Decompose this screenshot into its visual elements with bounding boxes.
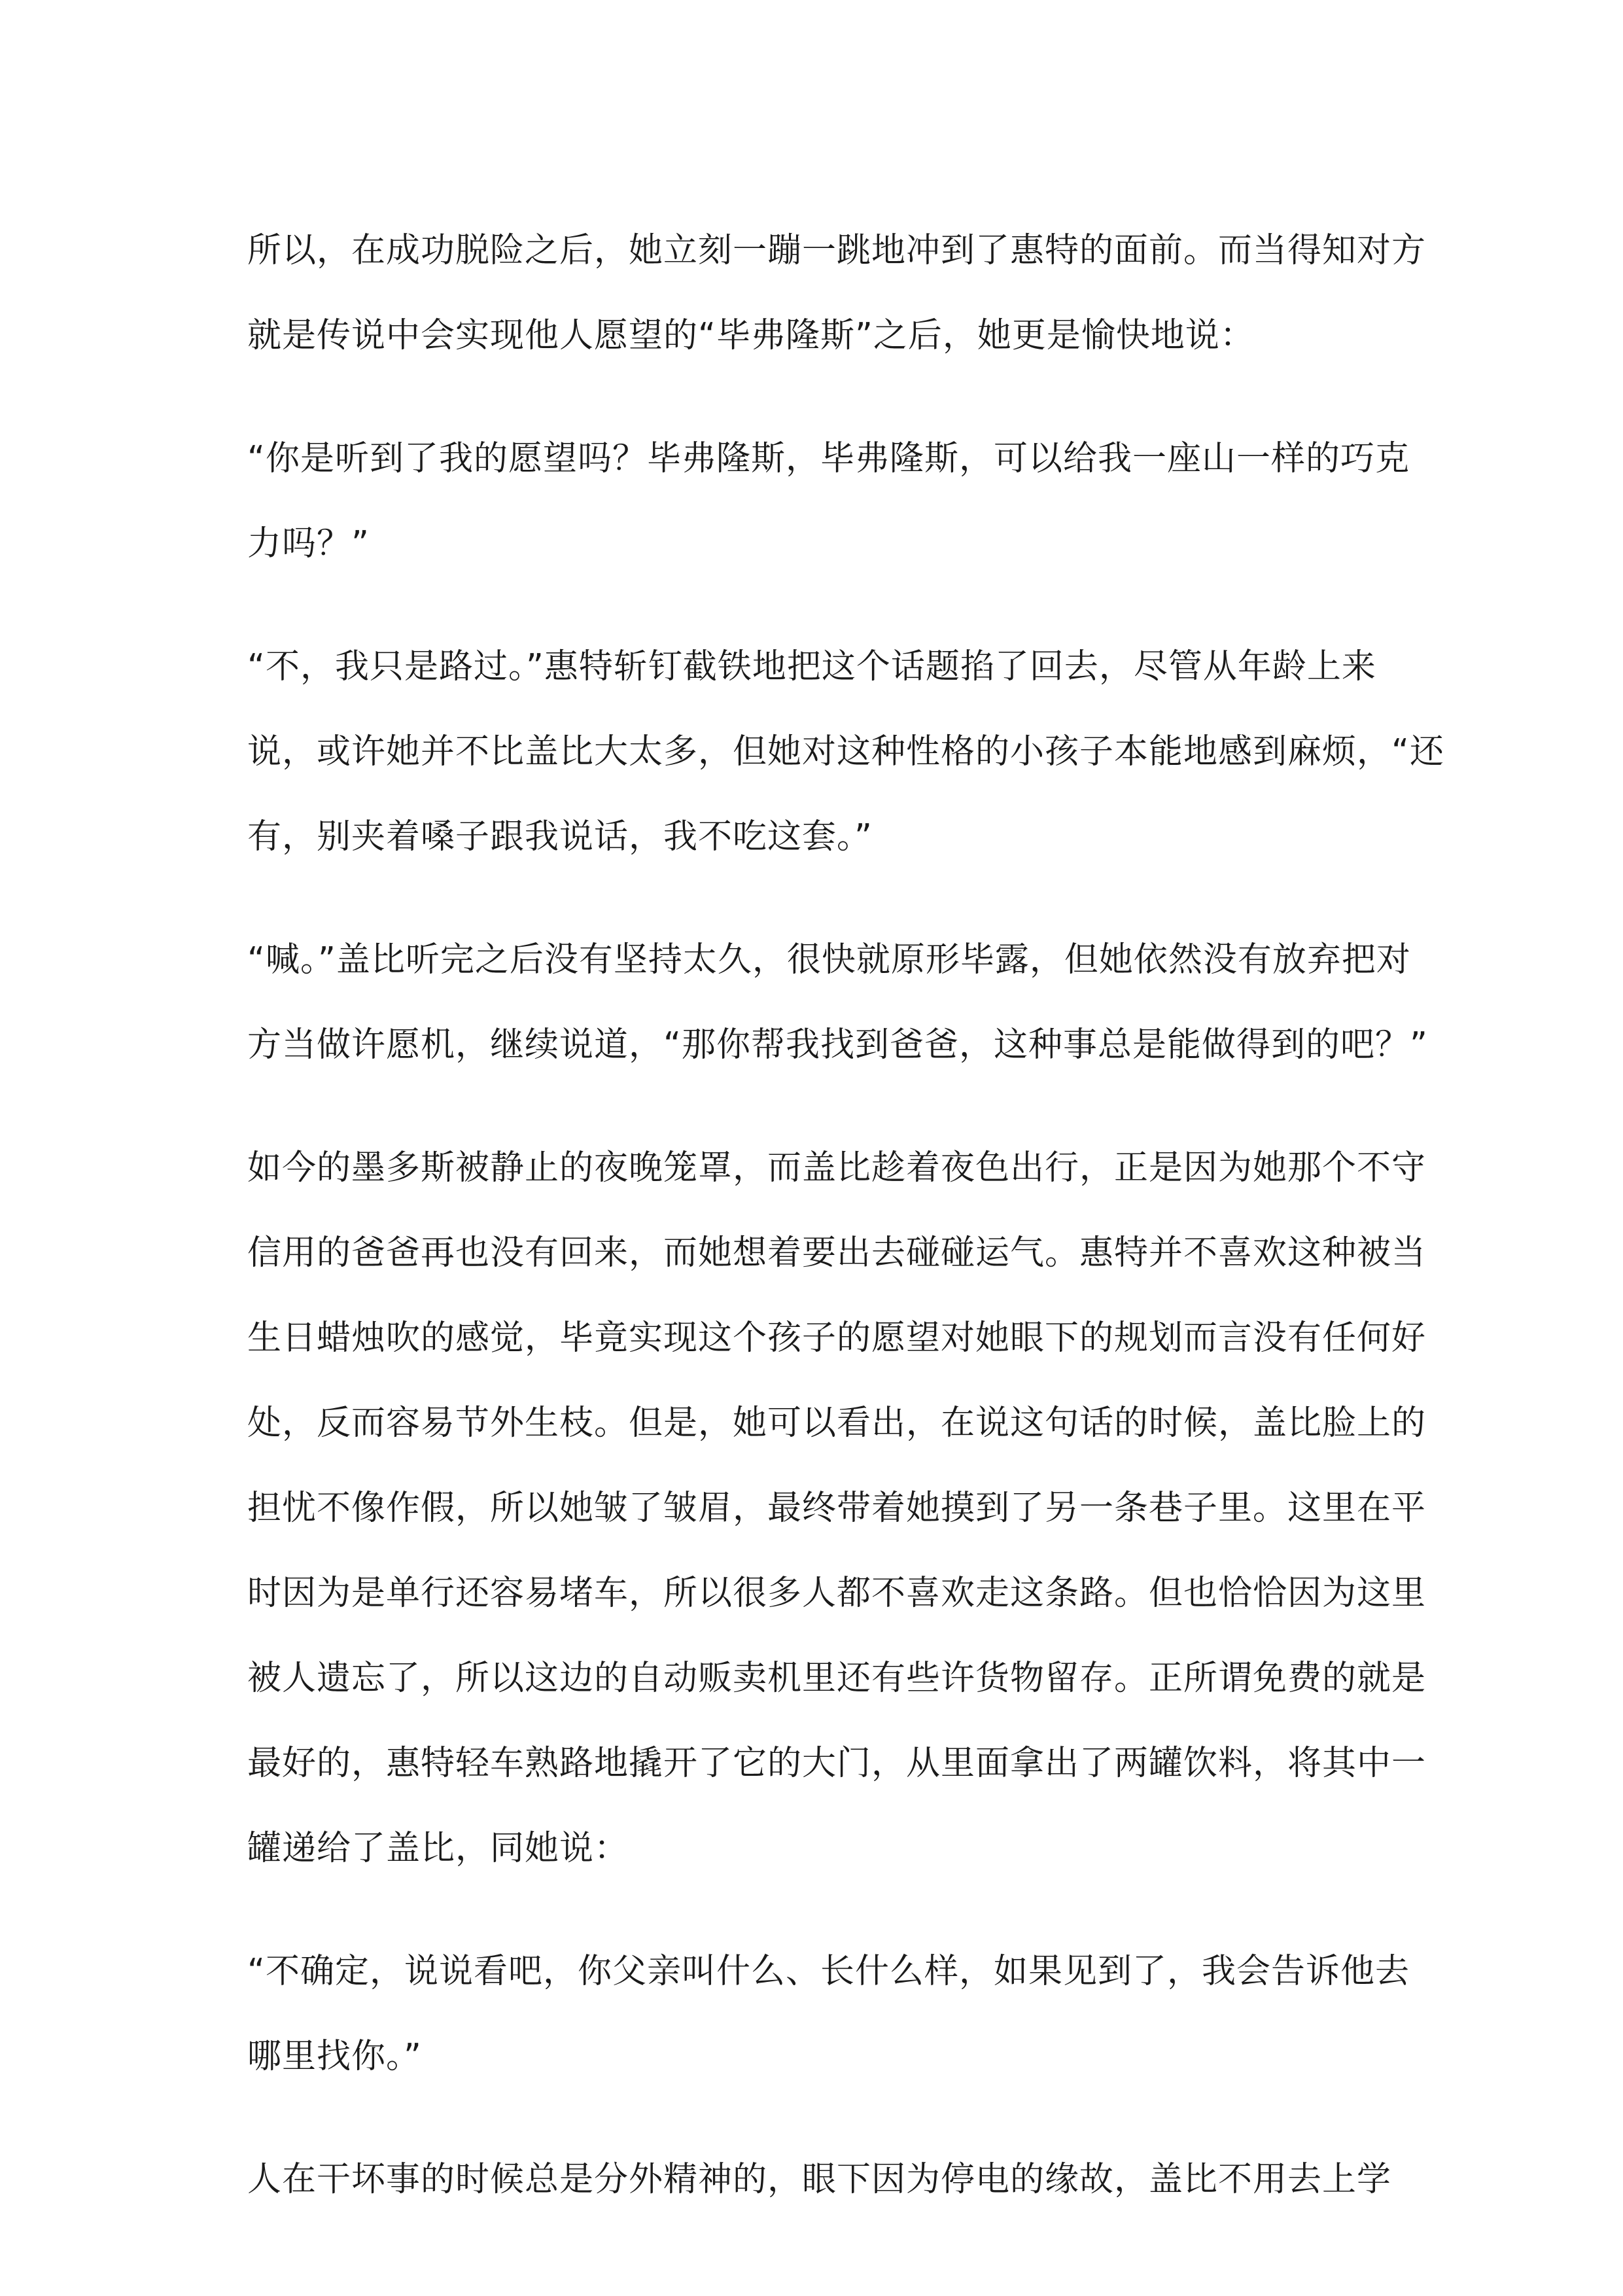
text-line: 最好的，惠特轻车熟路地撬开了它的大门，从里面拿出了两罐饮料，将其中一 xyxy=(247,1744,1427,1783)
text-line: 担忧不像作假，所以她皱了皱眉，最终带着她摸到了另一条巷子里。这里在平 xyxy=(247,1489,1427,1528)
paragraph-5 xyxy=(247,1125,1427,1891)
text-line: 被人遗忘了，所以这边的自动贩卖机里还有些许货物留存。正所谓免费的就是 xyxy=(247,1659,1427,1698)
paragraph-1 xyxy=(247,208,1427,378)
text-line: “你是听到了我的愿望吗？毕弗隆斯，毕弗隆斯，可以给我一座山一样的巧克 xyxy=(247,439,1410,478)
text-line: 力吗？” xyxy=(247,524,370,563)
paragraph-7 xyxy=(247,2137,1399,2222)
text-line: 处，反而容易节外生枝。但是，她可以看出，在说这句话的时候，盖比脸上的 xyxy=(247,1404,1427,1443)
text-line: 如今的墨多斯被静止的夜晚笼罩，而盖比趁着夜色出行，正是因为她那个不守 xyxy=(247,1148,1427,1188)
text-line: 所以，在成功脱险之后，她立刻一蹦一跳地冲到了惠特的面前。而当得知对方 xyxy=(247,231,1427,270)
text-line: 生日蜡烛吹的感觉，毕竟实现这个孩子的愿望对她眼下的规划而言没有任何好 xyxy=(247,1318,1427,1358)
text-line: “喊。”盖比听完之后没有坚持太久，很快就原形毕露，但她依然没有放弃把对 xyxy=(247,940,1411,980)
text-line: 就是传说中会实现他人愿望的“毕弗隆斯”之后，她更是愉快地说： xyxy=(247,316,1255,355)
paragraph-3 xyxy=(247,624,1444,879)
text-line: 说，或许她并不比盖比大太多，但她对这种性格的小孩子本能地感到麻烦，“还 xyxy=(247,732,1444,771)
text-line: 信用的爸爸再也没有回来，而她想着要出去碰碰运气。惠特并不喜欢这种被当 xyxy=(247,1233,1427,1273)
paragraph-2 xyxy=(247,416,1410,586)
paragraph-4 xyxy=(247,917,1428,1087)
text-line: 方当做许愿机，继续说道，“那你帮我找到爸爸，这种事总是能做得到的吧？” xyxy=(247,1025,1428,1065)
text-line: 有，别夹着嗓子跟我说话，我不吃这套。” xyxy=(247,817,873,857)
text-line: “不，我只是路过。”惠特斩钉截铁地把这个话题掐了回去，尽管从年龄上来 xyxy=(247,647,1376,686)
paragraph-6 xyxy=(247,1929,1410,2099)
text-line: 人在干坏事的时候总是分外精神的，眼下因为停电的缘故，盖比不用去上学 xyxy=(247,2160,1392,2199)
document-body xyxy=(247,208,1444,2260)
text-line: 哪里找你。” xyxy=(247,2037,422,2076)
text-line: 时因为是单行还容易堵车，所以很多人都不喜欢走这条路。但也恰恰因为这里 xyxy=(247,1574,1427,1613)
text-line: “不确定，说说看吧，你父亲叫什么、长什么样，如果见到了，我会告诉他去 xyxy=(247,1952,1410,1991)
text-line: 罐递给了盖比，同她说： xyxy=(247,1829,629,1868)
